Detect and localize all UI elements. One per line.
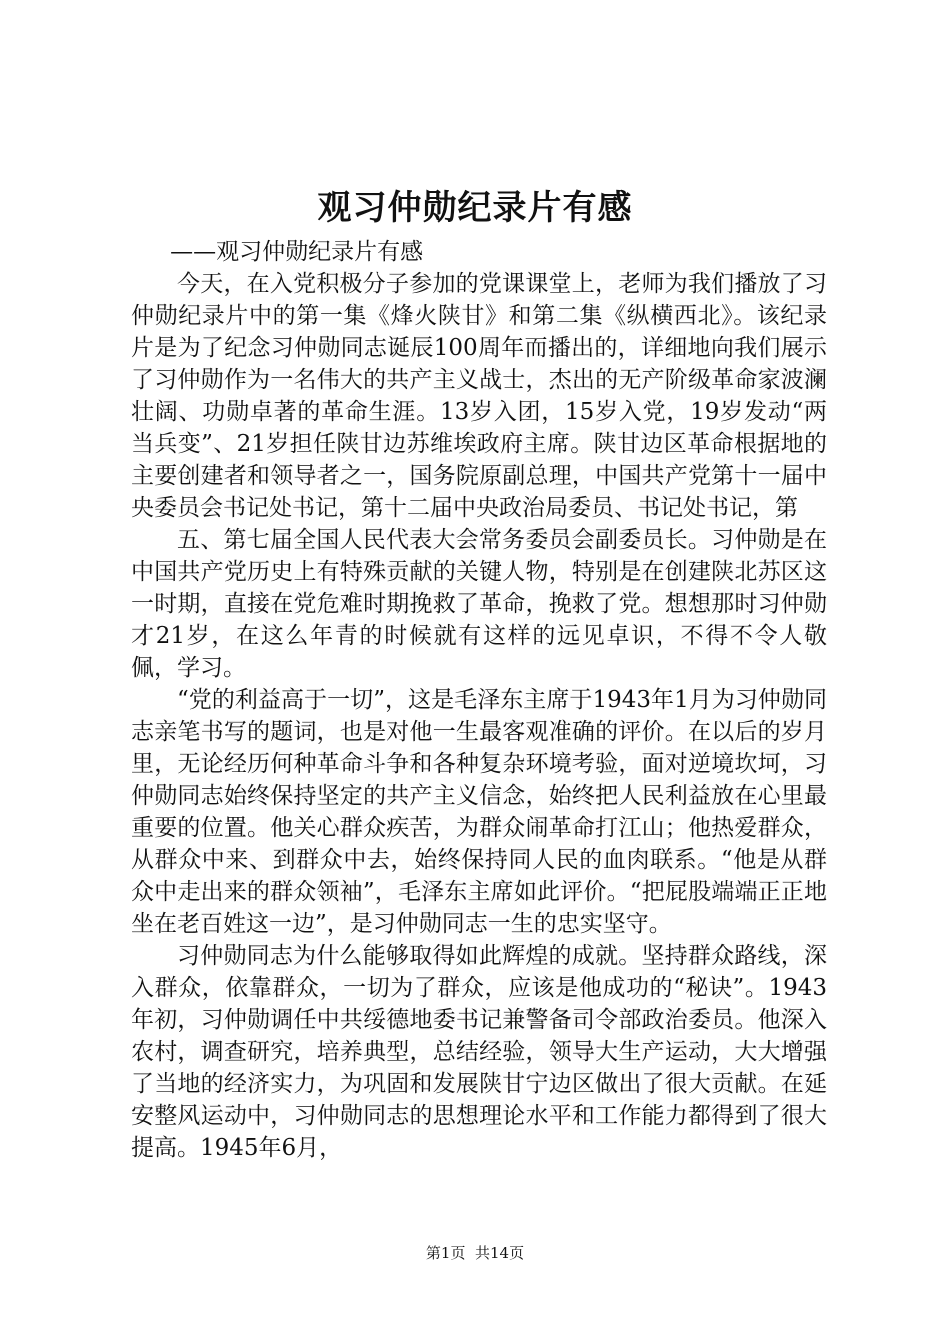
body-paragraph: “党的利益高于一切”，这是毛泽东主席于1943年1月为习仲勋同志亲笔书写的题词，也是对他一生最客观准确的评价。在以后的岁月里，无论经历何种革命斗争和各种复杂环境考验，面对逆境坎坷，习仲勋同志始终保持坚定的共产主义信念，始终把人民利益放在心里最重要的位置。他关心群众疾苦，为群众闹革命打江山；他热爱群众，从群众中来、到群众中去，始终保持同人民的血肉联系。“他是从群众中走出来的群众领袖”，毛泽东主席如此评价。“把屁股端端正正地坐在老百姓这一边”，是习仲勋同志一生的忠实坚守。 [131,687,827,937]
page-footer [0,1243,950,1263]
document-title: 观习仲勋纪录片有感 [317,188,633,228]
document-subtitle: ——观习仲勋纪录片有感 [170,239,424,265]
page-total: 共14页 [475,1244,525,1262]
footer-gap [465,1244,475,1262]
page-number: 第1页 [425,1244,466,1262]
body-paragraph: 习仲勋同志为什么能够取得如此辉煌的成就。坚持群众路线，深入群众，依靠群众，一切为了群众，应该是他成功的“秘诀”。1943年初，习仲勋调任中共绥德地委书记兼警备司令部政治委员。他深入农村，调查研究，培养典型，总结经验，领导大生产运动，大大增强了当地的经济实力，为巩固和发展陕甘宁边区做出了很大贡献。在延安整风运动中，习仲勋同志的思想理论水平和工作能力都得到了很大提高。1945年6月， [131,943,827,1161]
document-body [131,236,827,1164]
body-paragraph: 五、第七届全国人民代表大会常务委员会副委员长。习仲勋是在中国共产党历史上有特殊贡献的关键人物，特别是在创建陕北苏区这一时期，直接在党危难时期挽救了革命，挽救了党。想想那时习仲勋才21岁，在这么年青的时候就有这样的远见卓识，不得不令人敬佩，学习。 [131,527,827,681]
body-paragraph: 今天，在入党积极分子参加的党课课堂上，老师为我们播放了习仲勋纪录片中的第一集《烽火陕甘》和第二集《纵横西北》。该纪录片是为了纪念习仲勋同志诞辰100周年而播出的，详细地向我们展示了习仲勋作为一名伟大的共产主义战士，杰出的无产阶级革命家波澜壮阔、功勋卓著的革命生涯。13岁入团，15岁入党，19岁发动“两当兵变”、21岁担任陕甘边苏维埃政府主席。陕甘边区革命根据地的主要创建者和领导者之一，国务院原副总理，中国共产党第十一届中央委员会书记处书记，第十二届中央政治局委员、书记处书记，第 [131,271,827,521]
